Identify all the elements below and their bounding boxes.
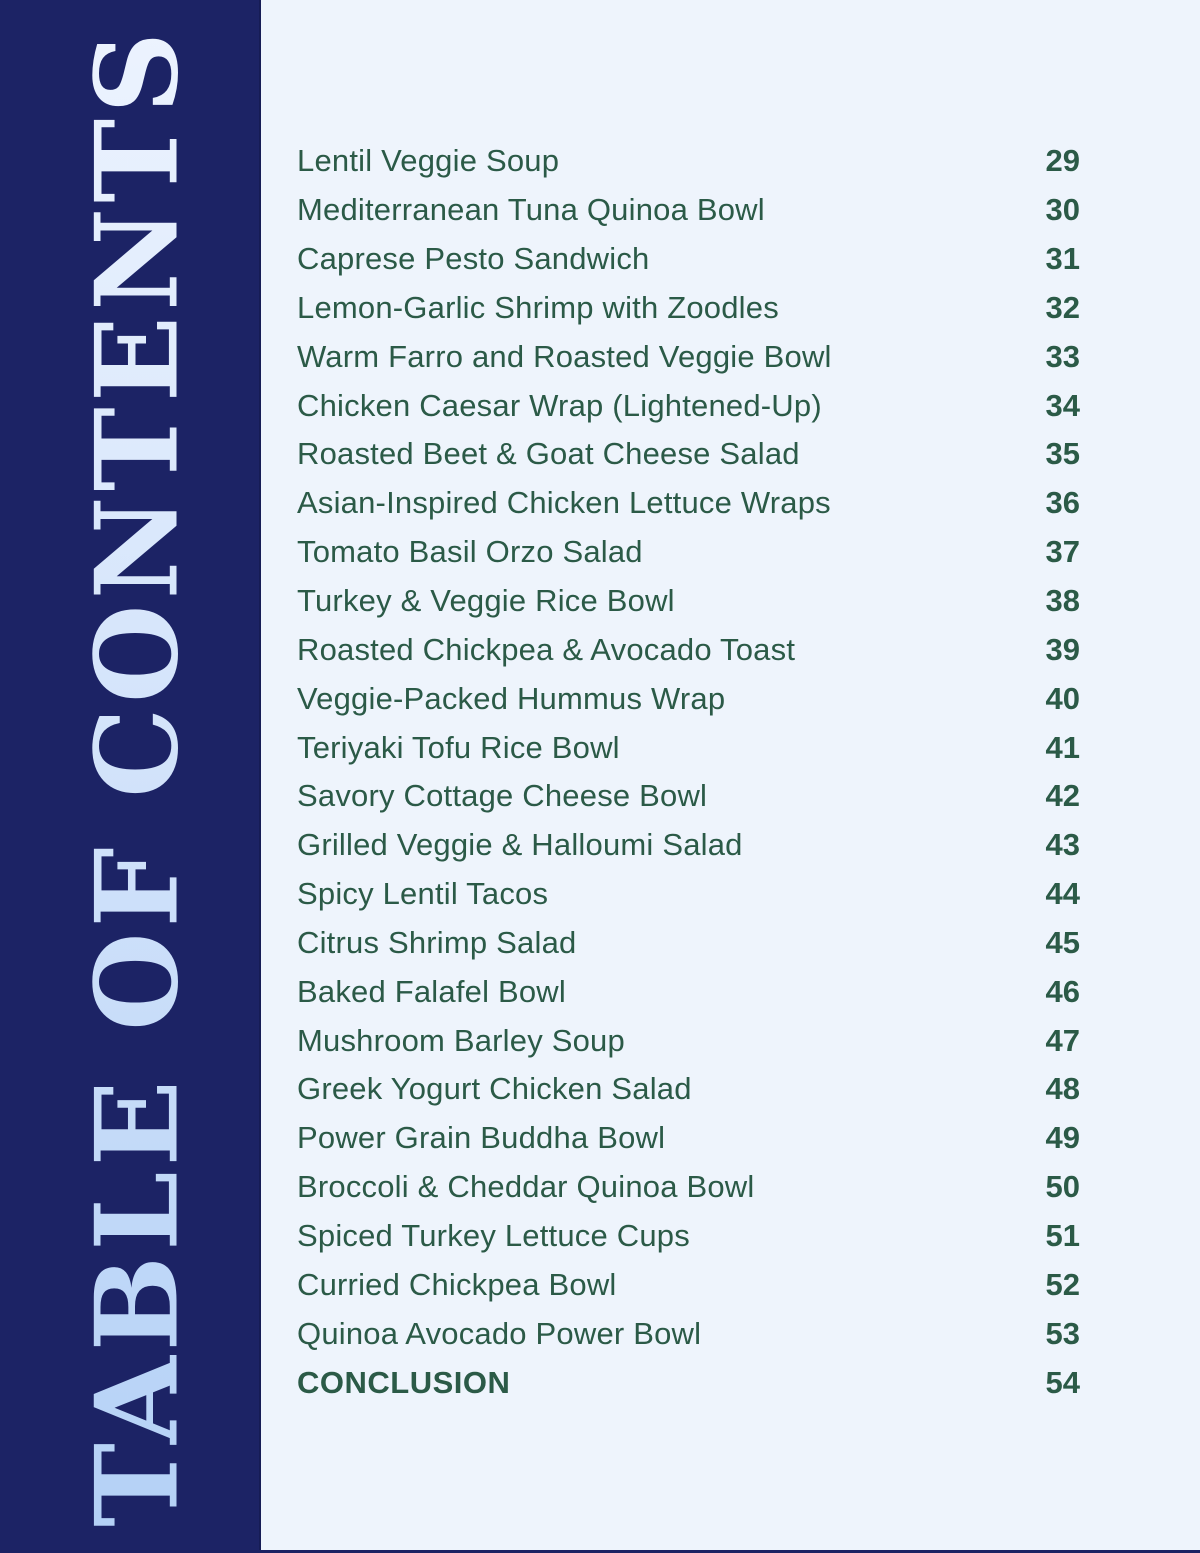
toc-entry-page-number: 38 <box>1045 583 1080 619</box>
toc-entry-page-number: 29 <box>1045 143 1080 179</box>
toc-entry-page-number: 52 <box>1045 1266 1080 1302</box>
toc-entry[interactable] <box>297 674 1080 723</box>
toc-entry-page-number: 34 <box>1045 387 1080 423</box>
toc-entry-page-number: 42 <box>1045 778 1080 814</box>
toc-entry[interactable] <box>297 235 1080 284</box>
toc-entry-label: Chicken Caesar Wrap (Lightened-Up) <box>297 387 822 423</box>
toc-entry-page-number: 40 <box>1045 680 1080 716</box>
toc-entry[interactable] <box>297 1114 1080 1163</box>
toc-entry-label: Baked Falafel Bowl <box>297 973 566 1009</box>
toc-entry-label: Warm Farro and Roasted Veggie Bowl <box>297 338 832 374</box>
toc-entry-page-number: 35 <box>1045 436 1080 472</box>
toc-entry[interactable] <box>297 625 1080 674</box>
toc-entry-page-number: 44 <box>1045 876 1080 912</box>
toc-content <box>261 0 1200 1553</box>
toc-entry-page-number: 54 <box>1045 1364 1080 1400</box>
toc-entry-label: Lemon-Garlic Shrimp with Zoodles <box>297 289 779 325</box>
toc-entry[interactable] <box>297 137 1080 186</box>
toc-entry-page-number: 46 <box>1045 973 1080 1009</box>
toc-entry-page-number: 48 <box>1045 1071 1080 1107</box>
toc-entry[interactable] <box>297 870 1080 919</box>
toc-entry[interactable] <box>297 1016 1080 1065</box>
toc-entry-label: Mushroom Barley Soup <box>297 1022 625 1058</box>
toc-entry-page-number: 32 <box>1045 289 1080 325</box>
toc-entry[interactable] <box>297 1163 1080 1212</box>
toc-entry-label: Caprese Pesto Sandwich <box>297 241 650 277</box>
page-title: TABLE OF CONTENTS <box>70 26 204 1527</box>
toc-entry-label: Veggie-Packed Hummus Wrap <box>297 680 726 716</box>
toc-entry-page-number: 50 <box>1045 1169 1080 1205</box>
toc-entry[interactable] <box>297 1065 1080 1114</box>
toc-entry[interactable] <box>297 919 1080 968</box>
toc-entry[interactable] <box>297 723 1080 772</box>
toc-entry-page-number: 31 <box>1045 241 1080 277</box>
toc-entry-label: Curried Chickpea Bowl <box>297 1266 617 1302</box>
toc-entry-page-number: 51 <box>1045 1217 1080 1253</box>
toc-entry-page-number: 53 <box>1045 1315 1080 1351</box>
toc-entry-label: Teriyaki Tofu Rice Bowl <box>297 729 620 765</box>
toc-entry-page-number: 37 <box>1045 534 1080 570</box>
toc-entry-label: Grilled Veggie & Halloumi Salad <box>297 827 743 863</box>
toc-entry-label: Roasted Chickpea & Avocado Toast <box>297 631 796 667</box>
toc-entry[interactable] <box>297 381 1080 430</box>
toc-list <box>297 137 1080 1407</box>
toc-entry[interactable] <box>297 1212 1080 1261</box>
toc-entry-page-number: 43 <box>1045 827 1080 863</box>
toc-entry-label: Asian-Inspired Chicken Lettuce Wraps <box>297 485 831 521</box>
toc-entry[interactable] <box>297 528 1080 577</box>
toc-entry-label: Lentil Veggie Soup <box>297 143 560 179</box>
toc-entry-label: Spicy Lentil Tacos <box>297 876 549 912</box>
toc-entry-label: Spiced Turkey Lettuce Cups <box>297 1217 690 1253</box>
toc-entry-label: Citrus Shrimp Salad <box>297 924 577 960</box>
toc-entry[interactable] <box>297 967 1080 1016</box>
toc-entry[interactable] <box>297 332 1080 381</box>
toc-entry-label: Savory Cottage Cheese Bowl <box>297 778 708 814</box>
toc-entry-label: Greek Yogurt Chicken Salad <box>297 1071 692 1107</box>
toc-entry-page-number: 33 <box>1045 338 1080 374</box>
toc-entry-page-number: 30 <box>1045 192 1080 228</box>
toc-entry-page-number: 41 <box>1045 729 1080 765</box>
toc-entry[interactable] <box>297 577 1080 626</box>
toc-entry[interactable] <box>297 821 1080 870</box>
toc-entry[interactable] <box>297 186 1080 235</box>
toc-entry-page-number: 39 <box>1045 631 1080 667</box>
toc-entry[interactable] <box>297 284 1080 333</box>
toc-entry-page-number: 45 <box>1045 924 1080 960</box>
toc-entry-label: Quinoa Avocado Power Bowl <box>297 1315 702 1351</box>
toc-entry-label: Tomato Basil Orzo Salad <box>297 534 643 570</box>
toc-entry[interactable] <box>297 1358 1080 1407</box>
toc-entry-label: Power Grain Buddha Bowl <box>297 1120 666 1156</box>
toc-entry-label: Mediterranean Tuna Quinoa Bowl <box>297 192 765 228</box>
toc-entry[interactable] <box>297 1309 1080 1358</box>
toc-entry[interactable] <box>297 479 1080 528</box>
toc-entry-label: Broccoli & Cheddar Quinoa Bowl <box>297 1169 755 1205</box>
toc-entry-page-number: 49 <box>1045 1120 1080 1156</box>
sidebar <box>0 0 261 1553</box>
toc-entry[interactable] <box>297 1260 1080 1309</box>
toc-entry[interactable] <box>297 430 1080 479</box>
toc-entry-label: CONCLUSION <box>297 1364 511 1400</box>
toc-entry-label: Turkey & Veggie Rice Bowl <box>297 583 675 619</box>
toc-entry-label: Roasted Beet & Goat Cheese Salad <box>297 436 800 472</box>
toc-entry-page-number: 47 <box>1045 1022 1080 1058</box>
toc-entry-page-number: 36 <box>1045 485 1080 521</box>
toc-entry[interactable] <box>297 772 1080 821</box>
